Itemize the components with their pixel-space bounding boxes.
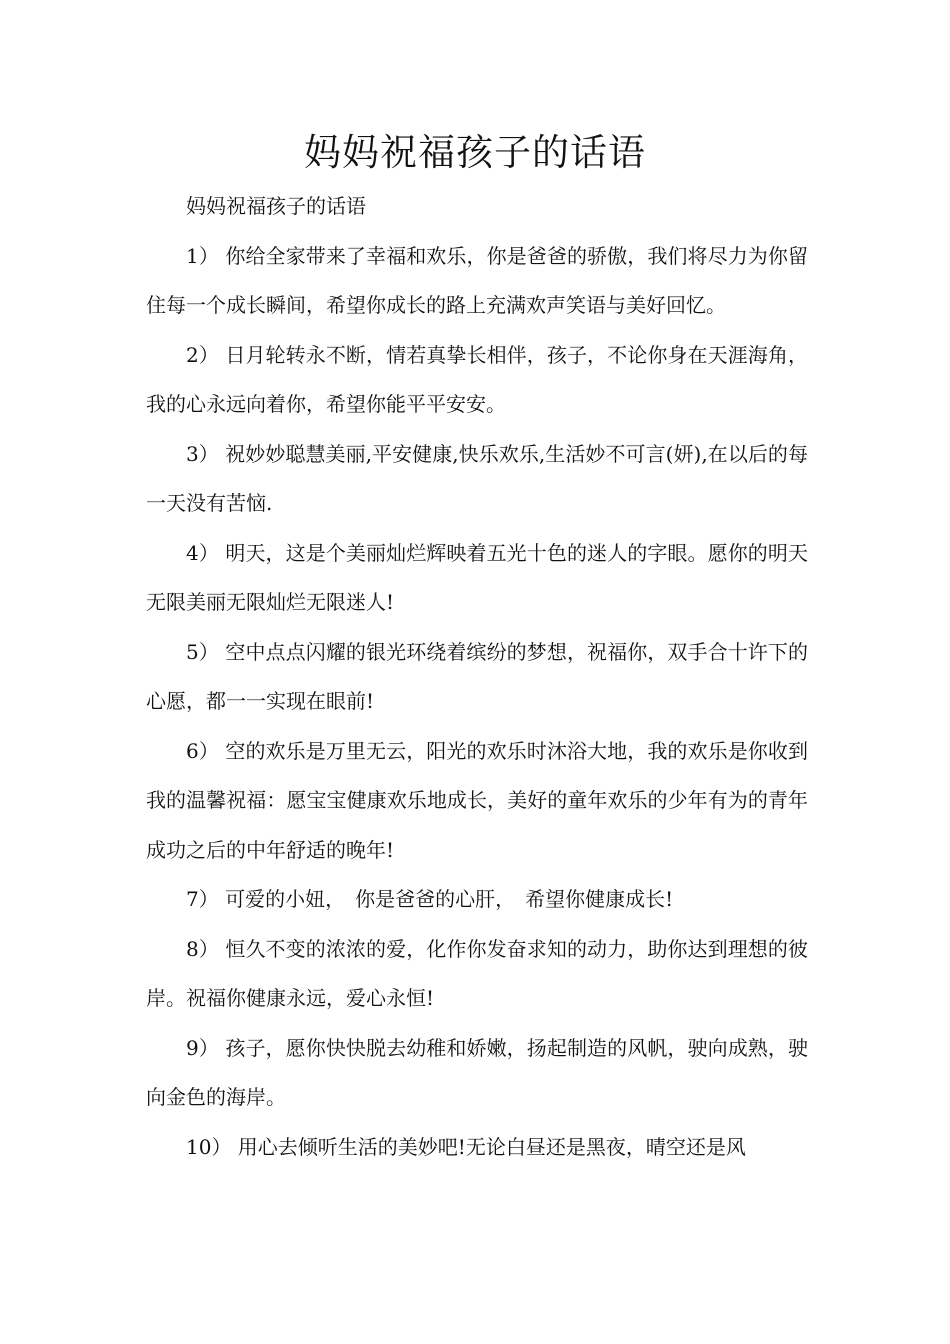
paragraph-4: 4） 明天，这是个美丽灿烂辉映着五光十色的迷人的字眼。愿你的明天无限美丽无限灿烂无限迷人! [146,540,808,614]
paragraph-3: 3） 祝妙妙聪慧美丽,平安健康,快乐欢乐,生活妙不可言(妍),在以后的每一天没有苦恼. [146,441,808,515]
document-title: 妈妈祝福孩子的话语 [304,131,646,174]
document-subtitle: 妈妈祝福孩子的话语 [186,194,366,218]
paragraph-5: 5） 空中点点闪耀的银光环绕着缤纷的梦想，祝福你，双手合十许下的心愿，都一一实现在眼前! [146,639,808,713]
paragraph-2: 2） 日月轮转永不断，情若真挚长相伴，孩子，不论你身在天涯海角，我的心永远向着你，希望你能平平安安。 [146,342,808,416]
paragraph-6: 6） 空的欢乐是万里无云，阳光的欢乐时沐浴大地，我的欢乐是你收到我的温馨祝福：愿宝宝健康欢乐地成长，美好的童年欢乐的少年有为的青年成功之后的中年舒适的晚年! [146,738,808,862]
paragraph-1: 1） 你给全家带来了幸福和欢乐，你是爸爸的骄傲，我们将尽力为你留住每一个成长瞬间，希望你成长的路上充满欢声笑语与美好回忆。 [146,243,808,317]
paragraph-8: 8） 恒久不变的浓浓的爱，化作你发奋求知的动力，助你达到理想的彼岸。祝福你健康永远，爱心永恒! [146,936,808,1010]
document-body [146,182,808,1172]
paragraph-7: 7） 可爱的小妞， 你是爸爸的心肝， 希望你健康成长! [186,887,674,911]
paragraph-9: 9） 孩子，愿你快快脱去幼稚和娇嫩，扬起制造的风帆，驶向成熟，驶向金色的海岸。 [146,1035,808,1109]
paragraph-10: 10） 用心去倾听生活的美妙吧!无论白昼还是黑夜，晴空还是风 [186,1134,746,1159]
